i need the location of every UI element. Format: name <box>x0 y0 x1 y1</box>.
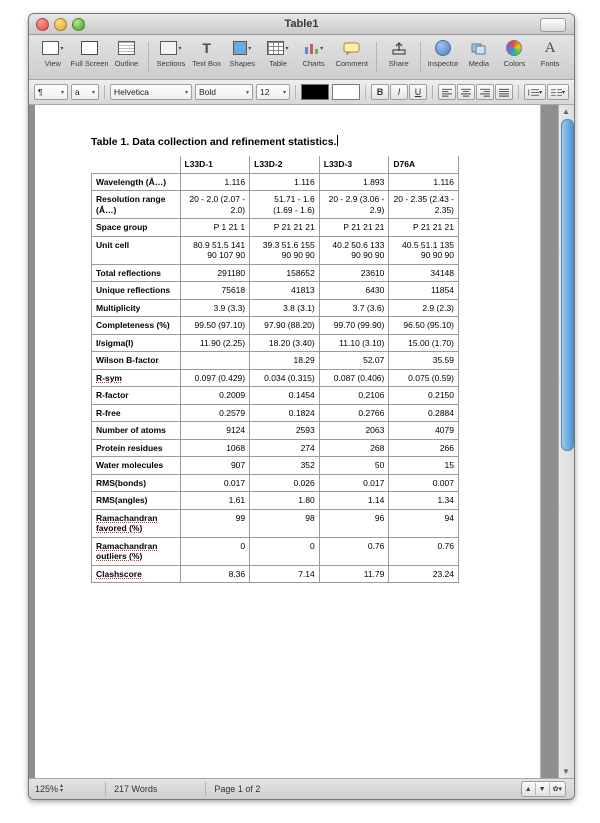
misspelled-word: Ramachandran outliers (%) <box>96 540 158 561</box>
table-cell: 80.9 51.5 141 90 107 90 <box>180 236 250 264</box>
table-cell: 158652 <box>250 264 320 282</box>
toolbar-label-table: Table <box>268 59 287 68</box>
table-cell: 2593 <box>250 422 320 440</box>
table-cell: 0.1824 <box>250 404 320 422</box>
character-style-menu[interactable] <box>71 84 99 100</box>
table-cell <box>180 352 250 370</box>
table-cell: 0 <box>250 537 320 565</box>
format-bar <box>29 80 574 105</box>
table-row-label: Resolution range (Å…) <box>92 191 181 219</box>
toolbar-label-colors: Colors <box>503 59 526 68</box>
table-row[interactable] <box>92 509 459 537</box>
line-spacing-icon <box>528 88 539 97</box>
table-cell: 41813 <box>250 282 320 300</box>
table-cell: 3.9 (3.3) <box>180 299 250 317</box>
align-left-button[interactable] <box>438 84 456 100</box>
view-icon: ▾ <box>42 37 63 59</box>
column-spacing-button[interactable]: ▾ <box>547 84 569 100</box>
table-row-label <box>92 565 181 583</box>
toolbar-label-comment: Comment <box>335 59 368 68</box>
table-cell: 23.24 <box>389 565 459 583</box>
table-cell: 0.007 <box>389 474 459 492</box>
text-cursor <box>337 135 338 146</box>
table-cell: 3.8 (3.1) <box>250 299 320 317</box>
table-cell: 40.5 51.1 135 90 90 90 <box>389 236 459 264</box>
align-right-button[interactable] <box>476 84 494 100</box>
table-cell: 1068 <box>180 439 250 457</box>
charts-icon: ▾ <box>304 37 323 59</box>
table-cell: P 21 21 21 <box>389 219 459 237</box>
fill-color-swatch[interactable] <box>332 84 360 100</box>
charts-glyph <box>304 41 320 55</box>
toolbar-button-textbox[interactable] <box>189 35 225 79</box>
line-spacing-button[interactable]: ▾ <box>524 84 546 100</box>
toolbar-button-shapes[interactable] <box>224 35 260 79</box>
table-cell: 75618 <box>180 282 250 300</box>
table-row-label: Unique reflections <box>92 282 181 300</box>
table-row[interactable] <box>92 404 459 422</box>
table-cell: 0.087 (0.406) <box>319 369 389 387</box>
toolbar-button-view[interactable] <box>35 35 71 79</box>
status-separator-1 <box>105 782 106 796</box>
table-cell: 1.893 <box>319 173 389 191</box>
table-cell: 51.71 - 1.6 (1.69 - 1.6) <box>250 191 320 219</box>
table-cell: 0.2106 <box>319 387 389 405</box>
paragraph-style-value: ¶ <box>38 87 43 97</box>
table-cell: P 21 21 21 <box>250 219 320 237</box>
table-cell: 274 <box>250 439 320 457</box>
table-cell: 0 <box>180 537 250 565</box>
table-row[interactable] <box>92 492 459 510</box>
scrollbar-thumb[interactable] <box>561 119 574 451</box>
table-caption-text: Table 1. Data collection and refinement statistics. <box>91 136 337 148</box>
table-row-label <box>92 369 181 387</box>
outline-icon <box>118 37 135 59</box>
shapes-icon: ▾ <box>233 37 251 59</box>
table-row-label: Multiplicity <box>92 299 181 317</box>
document-page[interactable] <box>35 105 541 778</box>
toolbar-label-outline: Outline <box>114 59 139 68</box>
toolbar-label-sections: Sections <box>156 59 186 68</box>
toolbar-label-media: Media <box>468 59 489 68</box>
table-cell: 907 <box>180 457 250 475</box>
table-cell: 2.9 (2.3) <box>389 299 459 317</box>
toolbar-label-fonts: Fonts <box>540 59 560 68</box>
table-row[interactable] <box>92 191 459 219</box>
format-separator-1 <box>104 85 105 99</box>
table-header-d76a: D76A <box>389 156 459 173</box>
window-title: Table1 <box>284 18 319 30</box>
table-cell: 352 <box>250 457 320 475</box>
table-row-label: Unit cell <box>92 236 181 264</box>
toolbar-button-table[interactable] <box>260 35 296 79</box>
misspelled-word: R-sym <box>96 372 122 383</box>
table-cell: 1.116 <box>250 173 320 191</box>
inspector-icon <box>435 37 451 59</box>
table-row-label: R-factor <box>92 387 181 405</box>
table-icon: ▾ <box>267 37 288 59</box>
sections-icon: ▾ <box>160 37 181 59</box>
table-cell: 11.79 <box>319 565 389 583</box>
table-row-label: I/sigma(I) <box>92 334 181 352</box>
document-canvas[interactable] <box>29 105 574 778</box>
character-style-value: a <box>75 87 80 97</box>
fonts-icon: A <box>544 39 556 56</box>
table-body <box>92 173 459 583</box>
toolbar-label-fullscreen: Full Screen <box>70 59 109 68</box>
status-bar <box>29 778 574 799</box>
table-row-label: Protein residues <box>92 439 181 457</box>
table-row[interactable] <box>92 219 459 237</box>
table-row[interactable] <box>92 422 459 440</box>
table-row-label: R-free <box>92 404 181 422</box>
toolbar-label-charts: Charts <box>302 59 325 68</box>
zoom-control[interactable] <box>35 784 97 794</box>
table-cell: 9124 <box>180 422 250 440</box>
table-cell: 0.2884 <box>389 404 459 422</box>
toolbar-button-share[interactable] <box>381 35 417 79</box>
table-row[interactable] <box>92 387 459 405</box>
toolbar-button-fullscreen[interactable] <box>71 35 109 79</box>
toolbar-label-shapes: Shapes <box>229 59 255 68</box>
table-row[interactable] <box>92 299 459 317</box>
table-row[interactable] <box>92 282 459 300</box>
toolbar-button-colors[interactable] <box>497 35 533 79</box>
table-cell: 11854 <box>389 282 459 300</box>
textbox-icon: T <box>202 40 211 56</box>
toolbar-separator <box>148 42 149 72</box>
bold-button[interactable]: B <box>371 84 389 100</box>
table-cell: 1.116 <box>180 173 250 191</box>
table-cell: 11.90 (2.25) <box>180 334 250 352</box>
align-center-icon <box>461 88 471 97</box>
table-row[interactable] <box>92 352 459 370</box>
table-cell: 99 <box>180 509 250 537</box>
share-icon <box>391 37 407 59</box>
toolbar-separator-2 <box>376 42 377 72</box>
paragraph-style-menu[interactable] <box>34 84 68 100</box>
toolbar-separator-3 <box>420 42 421 72</box>
table-cell: 1.14 <box>319 492 389 510</box>
page-settings-icon[interactable]: ✿▾ <box>552 786 562 793</box>
table-row-label: Number of atoms <box>92 422 181 440</box>
table-cell: 52.07 <box>319 352 389 370</box>
table-row[interactable] <box>92 474 459 492</box>
misspelled-word: Clashscore <box>96 568 142 579</box>
table-cell: 0.2579 <box>180 404 250 422</box>
toolbar-label-inspector: Inspector <box>427 59 459 68</box>
toolbar-toggle-button[interactable] <box>540 18 566 32</box>
page-nav-buttons[interactable] <box>521 781 566 797</box>
table-row-label <box>92 537 181 565</box>
table-cell: 15.00 (1.70) <box>389 334 459 352</box>
table-cell: 0.026 <box>250 474 320 492</box>
format-separator-2 <box>295 85 296 99</box>
alignment-group <box>438 84 513 100</box>
chevron-down-icon-2: ▾ <box>91 89 95 96</box>
table-cell: 15 <box>389 457 459 475</box>
status-separator-2 <box>205 782 206 796</box>
table-cell: 0.1454 <box>250 387 320 405</box>
statistics-table[interactable] <box>91 156 459 583</box>
table-cell: 0.017 <box>319 474 389 492</box>
table-row[interactable] <box>92 317 459 335</box>
window-titlebar[interactable] <box>29 14 574 35</box>
toolbar-button-charts[interactable] <box>296 35 332 79</box>
table-cell: 0.2009 <box>180 387 250 405</box>
table-cell: P 1 21 1 <box>180 219 250 237</box>
table-row[interactable] <box>92 236 459 264</box>
zoom-stepper[interactable]: ▴ ▾ <box>60 783 64 794</box>
table-row-label: Wilson B-factor <box>92 352 181 370</box>
table-row[interactable] <box>92 334 459 352</box>
table-row[interactable] <box>92 264 459 282</box>
table-row-label: Total reflections <box>92 264 181 282</box>
table-cell: 98 <box>250 509 320 537</box>
chevron-down-icon-4: ▾ <box>245 89 249 96</box>
column-spacing-icon <box>551 88 562 97</box>
table-header-l33d3: L33D-3 <box>319 156 389 173</box>
window-controls[interactable] <box>36 18 85 31</box>
page-indicator: Page 1 of 2 <box>214 784 261 794</box>
format-separator-4 <box>432 85 433 99</box>
table-row-label <box>92 509 181 537</box>
toolbar-label-textbox: Text Box <box>192 59 221 68</box>
table-cell: 18.29 <box>250 352 320 370</box>
scroll-down-icon[interactable]: ▼ <box>562 767 570 776</box>
share-glyph <box>391 41 407 55</box>
font-family-menu[interactable] <box>110 84 192 100</box>
table-cell: 0.097 (0.429) <box>180 369 250 387</box>
zoom-button[interactable] <box>72 18 85 31</box>
table-cell: 99.70 (99.90) <box>319 317 389 335</box>
text-color-swatch[interactable] <box>301 84 329 100</box>
page-navigation[interactable] <box>521 781 566 797</box>
table-cell: 8.36 <box>180 565 250 583</box>
toolbar-button-sections[interactable] <box>153 35 189 79</box>
table-cell: 6430 <box>319 282 389 300</box>
table-cell: 0.034 (0.315) <box>250 369 320 387</box>
table-row-label: Space group <box>92 219 181 237</box>
next-page-icon[interactable]: ▼ <box>538 785 546 793</box>
table-cell: 1.34 <box>389 492 459 510</box>
format-separator-5 <box>518 85 519 99</box>
table-cell: 7.14 <box>250 565 320 583</box>
font-size-menu[interactable] <box>256 84 290 100</box>
fullscreen-icon <box>81 37 98 59</box>
table-cell: 96 <box>319 509 389 537</box>
comment-icon <box>343 37 360 59</box>
table-cell: 11.10 (3.10) <box>319 334 389 352</box>
table-header <box>92 156 459 173</box>
table-cell: 50 <box>319 457 389 475</box>
table-cell: 1.80 <box>250 492 320 510</box>
media-glyph <box>471 42 487 55</box>
font-size-value: 12 <box>260 87 270 97</box>
table-header-row <box>92 156 459 173</box>
table-cell: 1.116 <box>389 173 459 191</box>
vertical-scrollbar[interactable] <box>558 105 574 778</box>
chevron-down-icon: ▾ <box>60 89 64 96</box>
table-row[interactable] <box>92 173 459 191</box>
zoom-value: 125% <box>35 784 59 794</box>
table-cell: 40.2 50.6 133 90 90 90 <box>319 236 389 264</box>
table-row-label: RMS(angles) <box>92 492 181 510</box>
table-cell: 1.61 <box>180 492 250 510</box>
table-header-l33d2: L33D-2 <box>250 156 320 173</box>
table-header-blank <box>92 156 181 173</box>
document-window <box>28 13 575 800</box>
text-style-group <box>371 84 427 100</box>
align-center-button[interactable] <box>457 84 475 100</box>
word-count: 217 Words <box>114 784 158 794</box>
toolbar-label-view: View <box>44 59 61 68</box>
table-row-label: RMS(bonds) <box>92 474 181 492</box>
font-style-value: Bold <box>199 87 217 97</box>
table-cell: 39.3 51.6 155 90 90 90 <box>250 236 320 264</box>
table-row[interactable] <box>92 369 459 387</box>
toolbar-button-outline[interactable] <box>109 35 145 79</box>
table-cell: 0.017 <box>180 474 250 492</box>
table-cell: 0.075 (0.59) <box>389 369 459 387</box>
toolbar-button-comment[interactable] <box>331 35 372 79</box>
spacing-group <box>524 84 569 100</box>
toolbar-label-share: Share <box>388 59 409 68</box>
font-family-value: Helvetica <box>114 87 149 97</box>
table-cell: 18.20 (3.40) <box>250 334 320 352</box>
table-cell: 23610 <box>319 264 389 282</box>
table-cell: 291180 <box>180 264 250 282</box>
media-icon <box>471 37 487 59</box>
align-left-icon <box>442 88 452 97</box>
table-cell: 0.76 <box>389 537 459 565</box>
misspelled-word: Ramachandran favored (%) <box>96 512 158 533</box>
table-cell: 2063 <box>319 422 389 440</box>
table-row[interactable] <box>92 565 459 583</box>
table-cell: 0.2766 <box>319 404 389 422</box>
table-cell: 0.76 <box>319 537 389 565</box>
align-justify-button[interactable] <box>495 84 513 100</box>
format-separator-3 <box>365 85 366 99</box>
table-cell: 266 <box>389 439 459 457</box>
table-row-label: Wavelength (Å…) <box>92 173 181 191</box>
toolbar-button-inspector[interactable] <box>425 35 461 79</box>
chevron-down-icon-3: ▾ <box>184 89 188 96</box>
colors-icon <box>506 37 522 59</box>
chevron-down-icon-5: ▾ <box>282 89 286 96</box>
table-cell: 0.2150 <box>389 387 459 405</box>
align-right-icon <box>480 88 490 97</box>
table-cell: 34148 <box>389 264 459 282</box>
table-cell: 35.59 <box>389 352 459 370</box>
table-cell: 3.7 (3.6) <box>319 299 389 317</box>
previous-page-icon[interactable]: ▲ <box>524 785 532 793</box>
italic-button[interactable]: I <box>390 84 408 100</box>
table-cell: 20 - 2.9 (3.06 - 2.9) <box>319 191 389 219</box>
table-row[interactable] <box>92 457 459 475</box>
table-cell: 94 <box>389 509 459 537</box>
toolbar-button-media[interactable] <box>461 35 497 79</box>
table-cell: 20 - 2.35 (2.43 - 2.35) <box>389 191 459 219</box>
table-cell: 4079 <box>389 422 459 440</box>
table-cell: 20 - 2.0 (2.07 - 2.0) <box>180 191 250 219</box>
font-style-menu[interactable] <box>195 84 253 100</box>
underline-button[interactable]: U <box>409 84 427 100</box>
table-cell: 97.90 (88.20) <box>250 317 320 335</box>
table-cell: 99.50 (97.10) <box>180 317 250 335</box>
table-row-label: Completeness (%) <box>92 317 181 335</box>
table-header-l33d1: L33D-1 <box>180 156 250 173</box>
toolbar-button-fonts[interactable] <box>532 35 568 79</box>
table-row-label: Water molecules <box>92 457 181 475</box>
table-caption <box>91 135 514 148</box>
minimize-button[interactable] <box>54 18 67 31</box>
main-toolbar <box>29 35 574 80</box>
comment-glyph <box>343 42 360 55</box>
table-cell: 96.50 (95.10) <box>389 317 459 335</box>
table-row[interactable] <box>92 537 459 565</box>
scroll-up-icon[interactable]: ▲ <box>562 107 570 116</box>
table-cell: P 21 21 21 <box>319 219 389 237</box>
align-justify-icon <box>499 88 509 97</box>
close-button[interactable] <box>36 18 49 31</box>
table-cell: 268 <box>319 439 389 457</box>
table-row[interactable] <box>92 439 459 457</box>
